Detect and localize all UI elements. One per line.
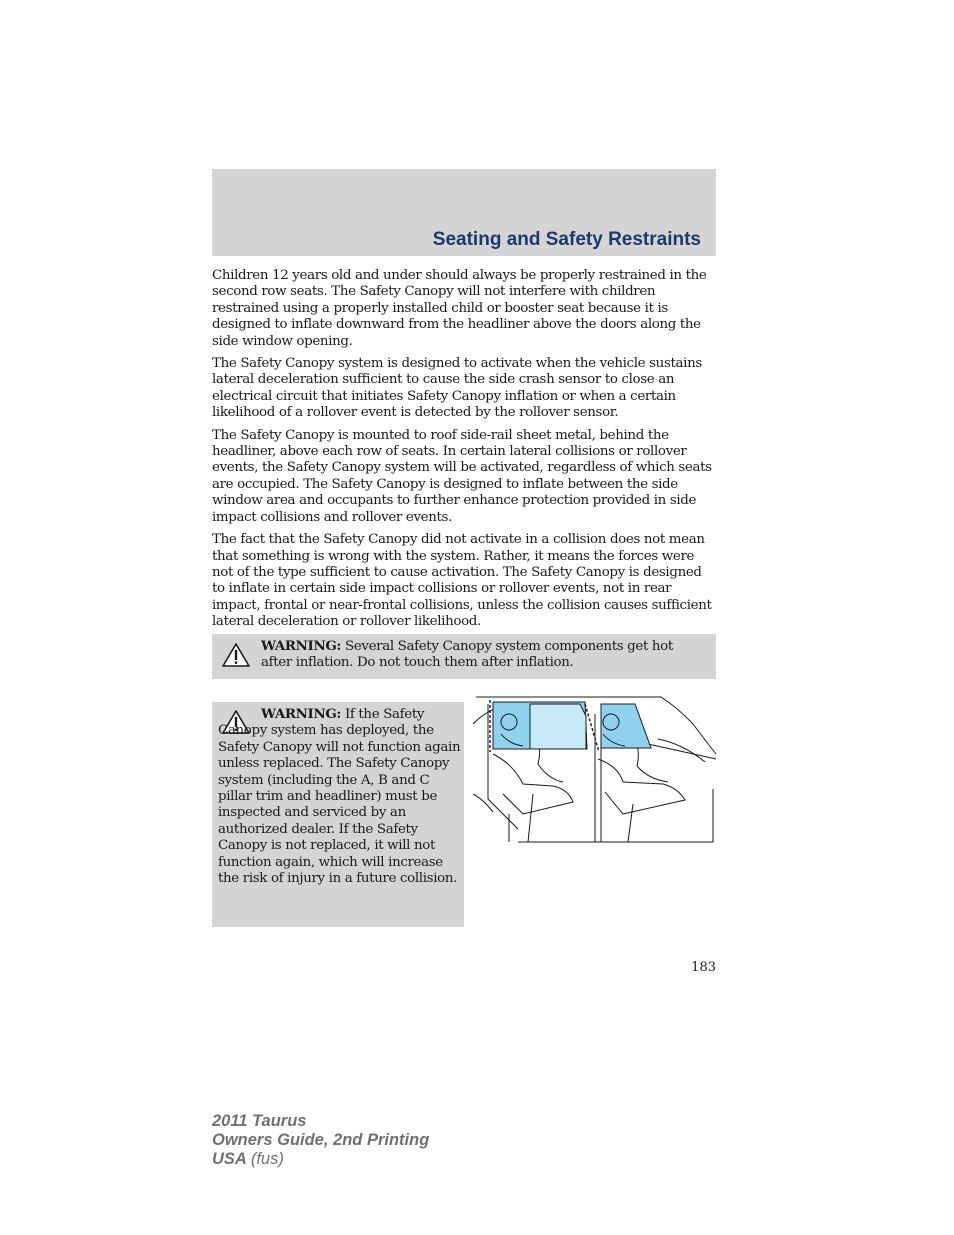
warning-label: WARNING: <box>261 638 342 654</box>
safety-canopy-illustration <box>473 694 717 844</box>
warning-label: WARNING: <box>261 706 342 722</box>
body-text <box>212 268 716 637</box>
footer <box>212 1112 429 1169</box>
warning-box-replacement <box>212 702 464 927</box>
section-header-band <box>212 169 716 256</box>
paragraph-non-activation: The fact that the Safety Canopy did not activate in a collision does not mean that something is wrong with the system. Rather, it means the forces were not of the type sufficient to cause activation. The Safety Canopy is designed to inflate in certain side impact collisions or rollover events, not in rear impact, frontal or near-frontal collisions, unless the collision causes sufficient lateral deceleration or rollover likelihood. <box>212 532 712 630</box>
footer-model: 2011 Taurus <box>212 1112 307 1130</box>
footer-region-code: (fus) <box>250 1150 284 1168</box>
section-title: Seating and Safety Restraints <box>432 229 701 250</box>
footer-region-main: USA <box>212 1150 247 1168</box>
page-number: 183 <box>691 960 716 975</box>
warning-box-hot-components <box>212 634 716 679</box>
warning-body: Several Safety Canopy system components get hot after inflation. Do not touch them after inflation. <box>261 639 673 671</box>
footer-region <box>212 1150 429 1169</box>
warning-text <box>218 706 461 887</box>
paragraph-activation: The Safety Canopy system is designed to activate when the vehicle sustains lateral deceleration sufficient to cause the side crash sensor to close an electrical circuit that initiates Safety Canopy inflation or when a certain likelihood of a rollover event is detected by the rollover sensor. <box>212 356 702 421</box>
warning-triangle-icon <box>221 642 251 673</box>
paragraph-children: Children 12 years old and under should always be properly restrained in the second row seats. The Safety Canopy will not interfere with children restrained using a properly installed child or booster seat because it is designed to inflate downward from the headliner above the doors along the side window opening. <box>212 268 707 349</box>
paragraph-mounting: The Safety Canopy is mounted to roof side-rail sheet metal, behind the headliner, above each row of seats. In certain lateral collisions or rollover events, the Safety Canopy system will be activated, regardless of which seats are occupied. The Safety Canopy is designed to inflate between the side window area and occupants to further enhance protection provided in side impact collisions and rollover events. <box>212 427 712 525</box>
warning-text <box>261 638 706 672</box>
footer-guide: Owners Guide, 2nd Printing <box>212 1131 430 1149</box>
warning-body: If the Safety Canopy system has deployed, the Safety Canopy will not function again unless replaced. The Safety Canopy system (including the A, B and C pillar trim and headliner) must be inspected and serviced by an authorized dealer. If the Safety Canopy is not replaced, it will not function again, which will increase the risk of injury in a future collision. <box>218 707 461 887</box>
